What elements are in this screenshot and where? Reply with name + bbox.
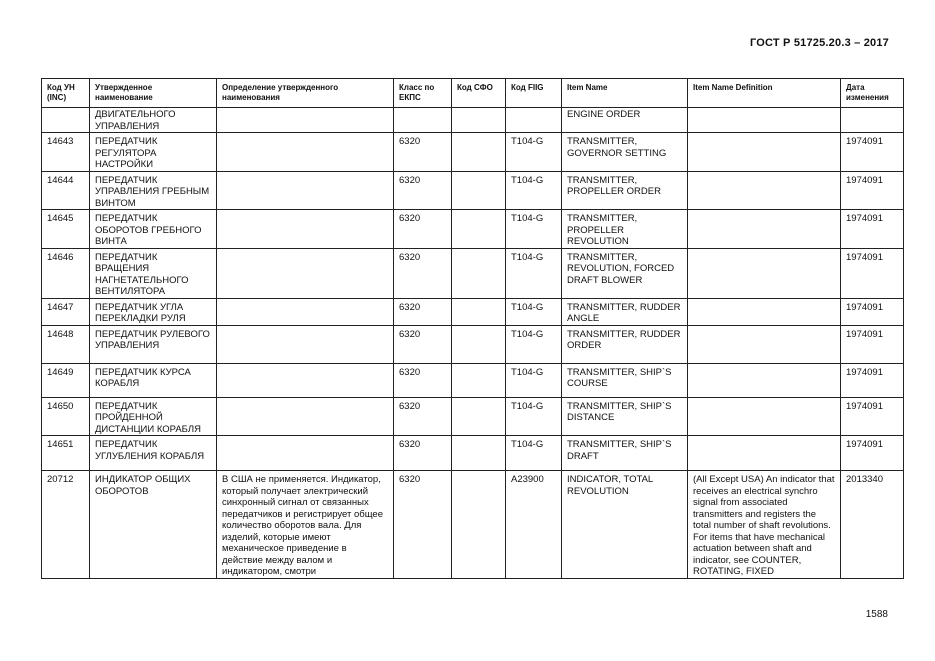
cell-item-name-definition [688,210,841,249]
table-row [42,325,904,363]
table-row [42,298,904,325]
table-row [42,248,904,298]
cell-inc: 14651 [42,436,90,471]
cell-ekps-class: 6320 [394,248,452,298]
cell-sfo-code [452,325,506,363]
cell-sfo-code [452,108,506,133]
table-row [42,133,904,172]
cell-ekps-class: 6320 [394,436,452,471]
cell-approved-name: ПЕРЕДАТЧИК РЕГУЛЯТОРА НАСТРОЙКИ [90,133,217,172]
cell-fiig-code: A23900 [506,471,562,579]
column-header-item-name: Item Name [562,79,688,108]
table-row [42,397,904,436]
cell-approved-name: ПЕРЕДАТЧИК УГЛА ПЕРЕКЛАДКИ РУЛЯ [90,298,217,325]
cell-change-date: 1974091 [841,210,904,249]
cell-inc: 14650 [42,397,90,436]
cell-inc [42,108,90,133]
cell-item-name: TRANSMITTER, PROPELLER ORDER [562,171,688,210]
cell-item-name: TRANSMITTER, RUDDER ANGLE [562,298,688,325]
cell-ekps-class: 6320 [394,325,452,363]
cell-item-name-definition [688,325,841,363]
cell-sfo-code [452,471,506,579]
cell-name-definition [217,171,394,210]
cell-item-name-definition [688,436,841,471]
cell-inc: 14647 [42,298,90,325]
cell-ekps-class: 6320 [394,133,452,172]
cell-fiig-code: T104-G [506,363,562,397]
cell-ekps-class [394,108,452,133]
cell-item-name-definition [688,298,841,325]
cell-item-name-definition [688,363,841,397]
cell-change-date [841,108,904,133]
cell-change-date: 1974091 [841,298,904,325]
cell-inc: 14644 [42,171,90,210]
cell-change-date: 1974091 [841,397,904,436]
cell-item-name-definition: (All Except USA) An indicator that receives an electrical synchro signal from associated transmitters and registers the total number of shaft revolutions. For items that have mechanical actuation between shaft and indicator, see COUNTER, ROTATING, FIXED [688,471,841,579]
table-row [42,108,904,133]
cell-fiig-code: T104-G [506,171,562,210]
cell-item-name-definition [688,248,841,298]
gost-classifier-table [41,78,904,579]
cell-name-definition [217,325,394,363]
cell-item-name: ENGINE ORDER [562,108,688,133]
cell-fiig-code: T104-G [506,397,562,436]
cell-approved-name: ПЕРЕДАТЧИК ПРОЙДЕННОЙ ДИСТАНЦИИ КОРАБЛЯ [90,397,217,436]
cell-name-definition [217,363,394,397]
cell-approved-name: ИНДИКАТОР ОБЩИХ ОБОРОТОВ [90,471,217,579]
cell-inc: 20712 [42,471,90,579]
cell-sfo-code [452,363,506,397]
cell-sfo-code [452,436,506,471]
table-row [42,363,904,397]
cell-change-date: 1974091 [841,171,904,210]
cell-change-date: 1974091 [841,363,904,397]
cell-change-date: 2013340 [841,471,904,579]
cell-inc: 14643 [42,133,90,172]
cell-ekps-class: 6320 [394,397,452,436]
cell-fiig-code [506,108,562,133]
cell-change-date: 1974091 [841,133,904,172]
cell-change-date: 1974091 [841,248,904,298]
table-row [42,210,904,249]
document-standard-reference: ГОСТ Р 51725.20.3 – 2017 [749,37,889,49]
cell-ekps-class: 6320 [394,171,452,210]
cell-change-date: 1974091 [841,325,904,363]
cell-name-definition [217,397,394,436]
table-row [42,471,904,579]
cell-sfo-code [452,171,506,210]
cell-inc: 14645 [42,210,90,249]
cell-sfo-code [452,210,506,249]
cell-sfo-code [452,298,506,325]
column-header-item-name-definition: Item Name Definition [688,79,841,108]
page-number: 1588 [865,609,888,620]
table-row [42,171,904,210]
cell-item-name-definition [688,133,841,172]
cell-item-name-definition [688,397,841,436]
cell-item-name-definition [688,171,841,210]
cell-item-name: TRANSMITTER, SHIP`S DRAFT [562,436,688,471]
cell-fiig-code: T104-G [506,325,562,363]
cell-change-date: 1974091 [841,436,904,471]
cell-approved-name: ПЕРЕДАТЧИК ВРАЩЕНИЯ НАГНЕТАТЕЛЬНОГО ВЕНТИЛЯТОРА [90,248,217,298]
column-header-fiig-code: Код FIIG [506,79,562,108]
column-header-ekps-class: Класс по ЕКПС [394,79,452,108]
cell-item-name: INDICATOR, TOTAL REVOLUTION [562,471,688,579]
cell-approved-name: ПЕРЕДАТЧИК КУРСА КОРАБЛЯ [90,363,217,397]
cell-inc: 14646 [42,248,90,298]
cell-item-name: TRANSMITTER, SHIP`S COURSE [562,363,688,397]
cell-name-definition [217,133,394,172]
cell-name-definition [217,108,394,133]
cell-inc: 14649 [42,363,90,397]
cell-fiig-code: T104-G [506,248,562,298]
cell-name-definition [217,248,394,298]
cell-approved-name: ПЕРЕДАТЧИК ОБОРОТОВ ГРЕБНОГО ВИНТА [90,210,217,249]
cell-fiig-code: T104-G [506,436,562,471]
cell-ekps-class: 6320 [394,471,452,579]
cell-fiig-code: T104-G [506,210,562,249]
table-header-row [42,79,904,108]
column-header-sfo-code: Код СФО [452,79,506,108]
cell-approved-name: ПЕРЕДАТЧИК УПРАВЛЕНИЯ ГРЕБНЫМ ВИНТОМ [90,171,217,210]
cell-item-name: TRANSMITTER, REVOLUTION, FORCED DRAFT BLOWER [562,248,688,298]
cell-approved-name: ПЕРЕДАТЧИК РУЛЕВОГО УПРАВЛЕНИЯ [90,325,217,363]
cell-name-definition: В США не применяется. Индикатор, который получает электрический синхронный сигнал от связанных передатчиков и регистрирует общее количество оборотов вала. Для изделий, которые имеют механическое приведение в действие между валом и индикатором, смотри [217,471,394,579]
cell-item-name: TRANSMITTER, RUDDER ORDER [562,325,688,363]
cell-name-definition [217,210,394,249]
cell-ekps-class: 6320 [394,298,452,325]
column-header-inc: Код УН (INC) [42,79,90,108]
cell-sfo-code [452,248,506,298]
cell-item-name: TRANSMITTER, PROPELLER REVOLUTION [562,210,688,249]
cell-sfo-code [452,397,506,436]
cell-ekps-class: 6320 [394,210,452,249]
cell-name-definition [217,298,394,325]
cell-sfo-code [452,133,506,172]
cell-approved-name: ПЕРЕДАТЧИК УГЛУБЛЕНИЯ КОРАБЛЯ [90,436,217,471]
table-row [42,436,904,471]
cell-approved-name: ДВИГАТЕЛЬНОГО УПРАВЛЕНИЯ [90,108,217,133]
cell-ekps-class: 6320 [394,363,452,397]
cell-inc: 14648 [42,325,90,363]
cell-fiig-code: T104-G [506,133,562,172]
cell-item-name-definition [688,108,841,133]
cell-name-definition [217,436,394,471]
column-header-change-date: Дата изменения [841,79,904,108]
column-header-approved-name: Утвержденное наименование [90,79,217,108]
column-header-name-definition: Определение утвержденного наименования [217,79,394,108]
cell-item-name: TRANSMITTER, SHIP`S DISTANCE [562,397,688,436]
cell-item-name: TRANSMITTER, GOVERNOR SETTING [562,133,688,172]
cell-fiig-code: T104-G [506,298,562,325]
